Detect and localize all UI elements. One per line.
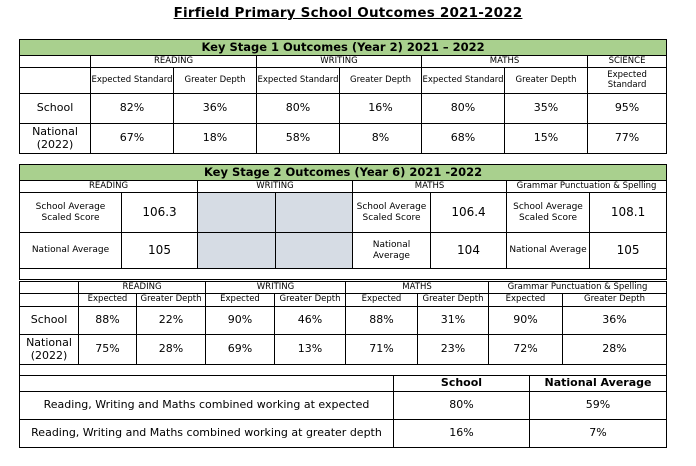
ks1-column-header: Expected Standard: [91, 68, 174, 94]
ks1-column-header: Greater Depth: [174, 68, 257, 94]
ks1-column-header: Greater Depth: [505, 68, 588, 94]
row-label: School: [20, 307, 79, 335]
table-row: [20, 233, 667, 269]
table-cell: 90%: [206, 307, 275, 335]
table-cell: 105: [590, 233, 667, 269]
ks2-column-header: Greater Depth: [418, 294, 489, 307]
greyed-cell: [198, 233, 276, 269]
table-cell: 36%: [174, 94, 257, 124]
table-cell: 35%: [505, 94, 588, 124]
ks2-column-header: Expected: [206, 294, 275, 307]
row-label: National (2022): [20, 124, 91, 154]
ks2-subject-gps: Grammar Punctuation & Spelling: [507, 181, 667, 193]
table-cell: 68%: [422, 124, 505, 154]
ks2-subject-maths: MATHS: [353, 181, 507, 193]
ks1-subject-writing: WRITING: [257, 56, 422, 68]
ks2-subject-gps: Grammar Punctuation & Spelling: [489, 282, 667, 294]
row-label: Reading, Writing and Maths combined working at expected: [20, 392, 394, 420]
ks2-subject-reading: READING: [20, 181, 198, 193]
table-row: [20, 307, 667, 335]
table-row: [20, 124, 667, 154]
ks1-subject-maths: MATHS: [422, 56, 588, 68]
table-cell: 106.4: [431, 193, 507, 233]
row-label: School Average Scaled Score: [353, 193, 431, 233]
ks2-column-header: Greater Depth: [563, 294, 667, 307]
table-cell: 18%: [174, 124, 257, 154]
table-cell: 28%: [563, 335, 667, 365]
table-row: [20, 335, 667, 365]
row-label: National (2022): [20, 335, 79, 365]
ks1-table: [19, 39, 667, 154]
ks2-subject-maths: MATHS: [346, 282, 489, 294]
row-label: School Average Scaled Score: [507, 193, 590, 233]
table-cell: 88%: [79, 307, 137, 335]
table-cell: 90%: [489, 307, 563, 335]
table-cell: 75%: [79, 335, 137, 365]
ks1-heading: Key Stage 1 Outcomes (Year 2) 2021 – 2022: [20, 40, 667, 56]
table-cell: 72%: [489, 335, 563, 365]
table-cell: 77%: [588, 124, 667, 154]
table-row: [20, 392, 667, 420]
ks2-subject-writing: WRITING: [206, 282, 346, 294]
table-cell: 80%: [257, 94, 340, 124]
ks2-scaled-table: [19, 164, 667, 280]
table-cell: 80%: [422, 94, 505, 124]
table-cell: 46%: [275, 307, 346, 335]
ks1-column-header: Greater Depth: [340, 68, 422, 94]
table-cell: 36%: [563, 307, 667, 335]
ks1-column-header: Expected Standard: [257, 68, 340, 94]
combined-table: [19, 375, 667, 448]
combined-col-national: National Average: [530, 376, 667, 392]
row-label: Reading, Writing and Maths combined working at greater depth: [20, 420, 394, 448]
table-cell: 23%: [418, 335, 489, 365]
ks2-column-header: Expected: [346, 294, 418, 307]
table-cell: 16%: [340, 94, 422, 124]
table-cell: 8%: [340, 124, 422, 154]
table-cell: 28%: [137, 335, 206, 365]
ks2-subject-reading: READING: [79, 282, 206, 294]
table-cell: 95%: [588, 94, 667, 124]
ks2-subject-writing: WRITING: [198, 181, 353, 193]
greyed-cell: [198, 193, 276, 233]
table-cell: 80%: [394, 392, 530, 420]
ks1-column-header: Expected Standard: [422, 68, 505, 94]
table-cell: 88%: [346, 307, 418, 335]
spacer-row: [20, 269, 667, 280]
table-cell: 13%: [275, 335, 346, 365]
ks1-column-header: Expected Standard: [588, 68, 667, 94]
table-cell: 59%: [530, 392, 667, 420]
table-cell: 105: [122, 233, 198, 269]
table-cell: 7%: [530, 420, 667, 448]
table-cell: 71%: [346, 335, 418, 365]
ks2-column-header: Greater Depth: [137, 294, 206, 307]
table-cell: 108.1: [590, 193, 667, 233]
ks2-outcomes-table: [19, 281, 667, 376]
greyed-cell: [276, 193, 353, 233]
spacer-row: [20, 365, 667, 376]
table-cell: 58%: [257, 124, 340, 154]
row-label: National Average: [20, 233, 122, 269]
table-cell: 31%: [418, 307, 489, 335]
row-label: School: [20, 94, 91, 124]
table-cell: 106.3: [122, 193, 198, 233]
row-label: National Average: [507, 233, 590, 269]
ks2-column-header: Greater Depth: [275, 294, 346, 307]
row-label: School Average Scaled Score: [20, 193, 122, 233]
row-label: National Average: [353, 233, 431, 269]
table-row: [20, 193, 667, 233]
combined-col-school: School: [394, 376, 530, 392]
ks2-column-header: Expected: [79, 294, 137, 307]
table-cell: 82%: [91, 94, 174, 124]
table-cell: 67%: [91, 124, 174, 154]
table-cell: 15%: [505, 124, 588, 154]
table-cell: 69%: [206, 335, 275, 365]
greyed-cell: [276, 233, 353, 269]
table-cell: 22%: [137, 307, 206, 335]
table-cell: 104: [431, 233, 507, 269]
ks1-subject-reading: READING: [91, 56, 257, 68]
ks2-heading: Key Stage 2 Outcomes (Year 6) 2021 -2022: [20, 165, 667, 181]
page-title: Firfield Primary School Outcomes 2021-2022: [173, 5, 523, 21]
table-row: [20, 94, 667, 124]
table-cell: 16%: [394, 420, 530, 448]
ks1-subject-science: SCIENCE: [588, 56, 667, 68]
table-row: [20, 420, 667, 448]
ks2-column-header: Expected: [489, 294, 563, 307]
